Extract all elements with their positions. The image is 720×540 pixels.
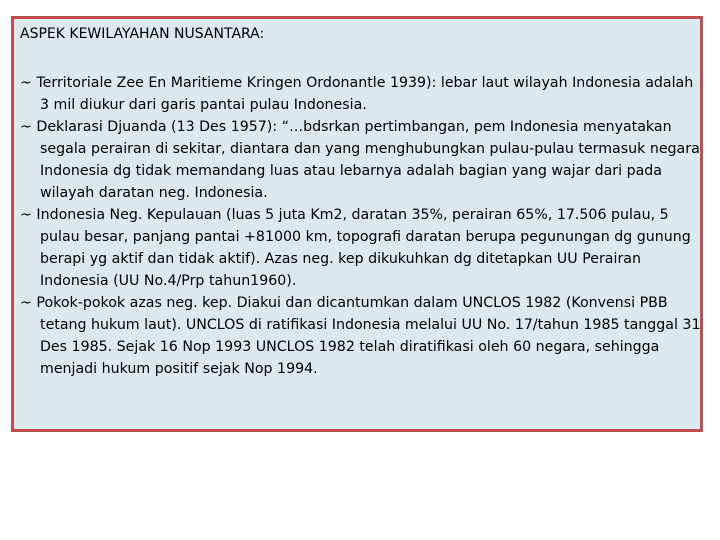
content-box xyxy=(11,16,703,432)
item-text: Indonesia Neg. Kepulauan (luas 5 juta Km2, daratan 35%, perairan 65%, 17.506 pulau, 5 pulau besar, panjang pantai +81000 km, topografi daratan berupa pegunungan dg gunung berapi yg aktif dan tidak aktif). Azas neg. kep dikukuhkan dg ditetapkan UU Perairan Indonesia (UU No.4/Prp tahun1960). xyxy=(36,207,691,289)
list-item xyxy=(20,292,706,380)
tilde-bullet: ~ xyxy=(20,207,32,223)
tilde-bullet: ~ xyxy=(20,75,32,91)
list-item xyxy=(20,116,706,204)
list-item xyxy=(20,72,706,116)
list-item xyxy=(20,204,706,292)
item-list xyxy=(20,72,700,380)
tilde-bullet: ~ xyxy=(20,119,32,135)
item-text: Territoriale Zee En Maritieme Kringen Ordonantle 1939): lebar laut wilayah Indonesia adalah 3 mil diukur dari garis pantai pulau Indonesia. xyxy=(36,75,694,113)
item-text: Deklarasi Djuanda (13 Des 1957): “…bdsrkan pertimbangan, pem Indonesia menyatakan segala perairan di sekitar, diantara dan yang menghubungkan pulau-pulau termasuk negara Indonesia dg tidak memandang luas atau lebarnya adalah bagian yang wajar dari pada wilayah daratan neg. Indonesia. xyxy=(36,119,700,201)
tilde-bullet: ~ xyxy=(20,295,32,311)
item-text: Pokok-pokok azas neg. kep. Diakui dan dicantumkan dalam UNCLOS 1982 (Konvensi PBB tetang hukum laut). UNCLOS di ratifikasi Indonesia melalui UU No. 17/tahun 1985 tanggal 31 Des 1985. Sejak 16 Nop 1993 UNCLOS 1982 telah diratifikasi oleh 60 negara, sehingga menjadi hukum positif sejak Nop 1994. xyxy=(36,295,701,377)
heading: ASPEK KEWILAYAHAN NUSANTARA: xyxy=(20,26,265,42)
